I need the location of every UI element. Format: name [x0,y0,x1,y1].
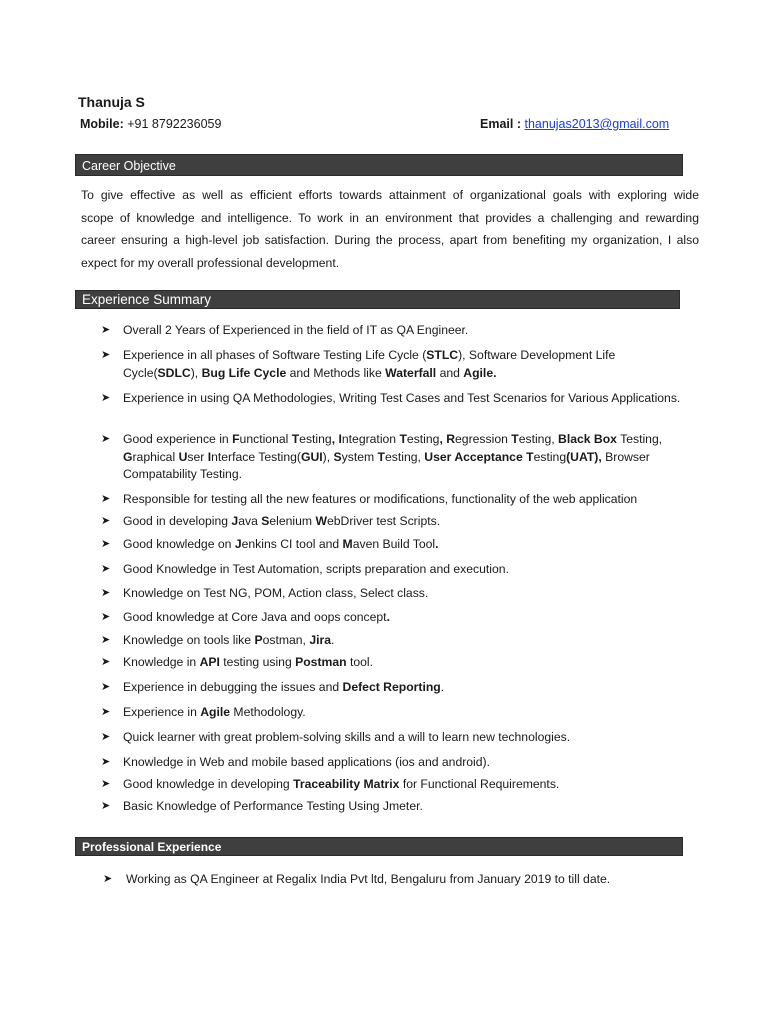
text-run: elenium [269,514,316,528]
bold-text-run: Jira [309,633,332,647]
bold-text-run: . [435,537,439,551]
text-run: ystem [341,449,378,464]
arrowhead-bullet-icon: ➤ [101,656,111,668]
bold-text-run: T [511,432,519,446]
text-run: tool. [346,655,374,669]
arrowhead-bullet-icon: ➤ [101,756,111,768]
text-run: nterface Testing( [211,449,301,464]
summary-item-text [123,632,683,650]
bold-text-run: Traceability Matrix [293,777,400,791]
text-run: aven Build Tool [352,537,436,551]
bold-text-run: I [207,449,212,464]
bold-text-run: User Acceptance T [424,449,534,464]
summary-item-text [123,561,683,579]
bold-text-run: Agile. [463,365,497,380]
arrowhead-bullet-icon: ➤ [101,800,111,812]
mobile-contact [80,117,221,131]
text-run: Testing, [616,432,663,446]
text-run: esting [406,432,440,446]
summary-item-text [123,491,683,509]
text-run: esting [299,432,332,446]
professional-experience-heading: Professional Experience [75,837,683,856]
email-link[interactable]: thanujas2013@gmail.com [524,117,670,131]
candidate-name: Thanuja S [78,94,145,110]
text-run: Experience in using QA Methodologies, Writing Test Cases and Test Scenarios for Various Applications. [123,391,681,405]
career-objective-heading: Career Objective [75,154,683,176]
arrowhead-bullet-icon: ➤ [101,587,111,599]
text-run: Knowledge on Test NG, POM, Action class, Select class. [123,586,429,600]
bold-text-run: SDLC [157,365,191,380]
arrowhead-bullet-icon: ➤ [101,731,111,743]
bold-text-run: , I [331,432,342,446]
bold-text-run: Black Box [558,432,617,446]
text-run: Good knowledge on [123,537,235,551]
summary-item-text [123,390,683,408]
summary-item-text [123,679,683,697]
arrowhead-bullet-icon: ➤ [101,706,111,718]
summary-item-text [123,585,683,603]
contact-line [80,117,680,135]
objective-line: expect for my overall professional development. [81,256,340,271]
text-run: Good in developing [123,514,232,528]
objective-line: career ensuring a high-level job satisfaction. During the process, apart from benefiting my organization, I also [81,233,699,248]
bold-text-run: (UAT), [566,449,602,464]
text-run: for Functional Requirements. [399,777,560,791]
text-run: Overall 2 Years of Experienced in the field of IT as QA Engineer. [123,323,469,337]
text-run: ), [322,449,334,464]
summary-item-text [123,654,683,672]
text-run: Quick learner with great problem-solving skills and a will to learn new technologies. [123,730,571,744]
bold-text-run: S [333,449,342,464]
bold-text-run: API [199,655,220,669]
arrowhead-bullet-icon: ➤ [103,873,113,885]
summary-item-text [123,322,683,340]
bold-text-run: W [315,514,327,528]
bold-text-run: Defect Reporting [342,680,441,694]
summary-item-text [123,798,683,816]
text-run: Methodology. [230,705,306,719]
summary-item-text [123,347,683,382]
text-run: ostman, [262,633,310,647]
text-run: esting [533,449,567,464]
text-run: esting, [518,432,559,446]
bold-text-run: . [386,610,390,624]
arrowhead-bullet-icon: ➤ [101,634,111,646]
bold-text-run: GUI [300,449,323,464]
arrowhead-bullet-icon: ➤ [101,392,111,404]
summary-item-text [123,704,683,722]
text-run: Basic Knowledge of Performance Testing Using Jmeter. [123,799,423,813]
text-run: . [440,680,445,694]
bold-text-run: G [123,449,133,464]
text-run: Knowledge in [123,655,200,669]
text-run: Knowledge on tools like [123,633,255,647]
summary-item-text [123,609,683,627]
text-run: Good experience in [123,432,233,446]
text-run: Good knowledge at Core Java and oops concept [123,610,387,624]
text-run: egression [455,432,512,446]
arrowhead-bullet-icon: ➤ [101,778,111,790]
mobile-label: Mobile: [80,117,124,131]
email-contact [480,117,669,131]
summary-item-text [123,431,683,484]
text-run: ebDriver test Scripts. [326,514,441,528]
bold-text-run: M [342,537,353,551]
bold-text-run: P [254,633,263,647]
text-run: Responsible for testing all the new features or modifications, functionality of the web application [123,492,638,506]
bold-text-run: J [231,514,239,528]
bold-text-run: S [261,514,270,528]
text-run: unctional [239,432,292,446]
professional-experience-text: Working as QA Engineer at Regalix India Pvt ltd, Bengaluru from January 2019 to till date. [126,872,611,886]
mobile-number: +91 8792236059 [127,117,222,131]
text-run: Good knowledge in developing [123,777,294,791]
text-run: and Methods like [286,365,386,380]
summary-item-text [123,776,683,794]
text-run: ), Software Development Life Cycle( [123,348,616,380]
text-run: Browser Compatability Testing. [123,449,650,481]
text-run: ntegration [341,432,400,446]
arrowhead-bullet-icon: ➤ [101,515,111,527]
objective-line: scope of knowledge and intelligence. To work in an environment that provides a challenging and rewarding [81,210,699,225]
text-run: Good Knowledge in Test Automation, scripts preparation and execution. [123,562,509,576]
bold-text-run: Waterfall [385,365,437,380]
text-run: esting, [384,449,425,464]
text-run: Experience in debugging the issues and [123,680,343,694]
bold-text-run: , R [439,432,456,446]
arrowhead-bullet-icon: ➤ [101,681,111,693]
text-run: ), [190,365,202,380]
arrowhead-bullet-icon: ➤ [101,349,111,361]
text-run: Experience in all phases of Software Testing Life Cycle ( [123,348,427,362]
arrowhead-bullet-icon: ➤ [101,493,111,505]
experience-summary-heading: Experience Summary [75,290,680,309]
text-run: testing using [219,655,296,669]
arrowhead-bullet-icon: ➤ [101,538,111,550]
text-run: ser [187,449,208,464]
text-run: enkins CI tool and [241,537,343,551]
bold-text-run: T [291,432,300,446]
bold-text-run: Postman [295,655,347,669]
arrowhead-bullet-icon: ➤ [101,563,111,575]
summary-item-text [123,513,683,531]
bold-text-run: U [178,449,188,464]
summary-item-text [123,754,683,772]
arrowhead-bullet-icon: ➤ [101,433,111,445]
text-run: raphical [132,449,179,464]
text-run: Experience in [123,705,201,719]
text-run: and [436,365,464,380]
bold-text-run: Bug Life Cycle [201,365,287,380]
objective-line: To give effective as well as efficient efforts towards attainment of organizational goals with exploring wide [81,188,699,202]
bold-text-run: STLC [426,348,459,362]
summary-item-text [123,536,683,554]
career-objective-text [81,184,699,275]
summary-item-text [123,729,683,747]
bold-text-run: Agile [200,705,231,719]
bold-text-run: T [377,449,385,464]
text-run: ava [238,514,262,528]
bold-text-run: T [399,432,407,446]
text-run: . [331,633,335,647]
text-run: Knowledge in Web and mobile based applications (ios and android). [123,755,490,769]
email-label: Email : [480,117,521,131]
bold-text-run: J [234,537,242,551]
arrowhead-bullet-icon: ➤ [101,611,111,623]
arrowhead-bullet-icon: ➤ [101,324,111,336]
bold-text-run: F [232,432,240,446]
